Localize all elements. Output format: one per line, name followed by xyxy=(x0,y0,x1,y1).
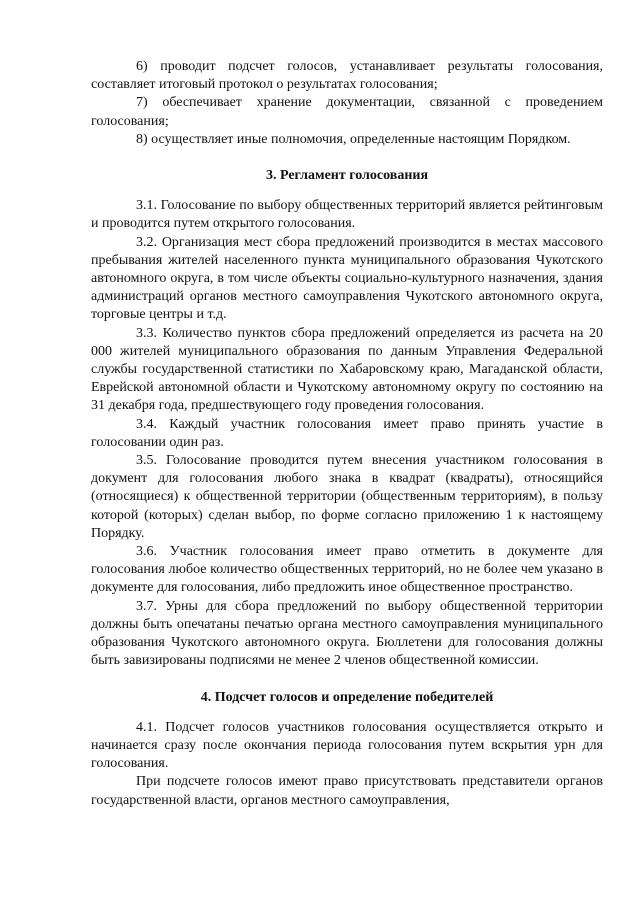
paragraph: 3.4. Каждый участник голосования имеет право принять участие в голосовании один раз. xyxy=(91,416,603,450)
list-item: 6) проводит подсчет голосов, устанавливает результаты голосования, составляет итоговый протокол о результатах голосования; xyxy=(91,59,603,93)
paragraph: 3.3. Количество пунктов сбора предложений определяется из расчета на 20 000 жителей муниципального образования по данным Управления Федеральной службы государственной статистики по Хабаровскому краю, Магаданской области, Еврейской автономной области и Чукотскому автономному округу по состоянию на 31 декабря года, предшествующего году проведения голосования. xyxy=(91,325,603,414)
paragraph: При подсчете голосов имеют право присутствовать представители органов государственной власти, органов местного самоуправления, xyxy=(91,774,603,808)
paragraph: 3.7. Урны для сбора предложений по выбору общественной территории должны быть опечатаны печатью органа местного самоуправления муниципального образования Чукотского автономного округа. Бюллетени для голосования должны быть завизированы подписями не менее 2 членов общественной комиссии. xyxy=(91,598,603,669)
paragraph: 3.1. Голосование по выбору общественных территорий является рейтинговым и проводится путем открытого голосования. xyxy=(91,198,603,232)
paragraph: 4.1. Подсчет голосов участников голосования осуществляется открыто и начинается сразу после окончания периода голосования путем вскрытия урн для голосования. xyxy=(91,719,603,772)
paragraph: 3.2. Организация мест сбора предложений производится в местах массового пребывания жителей населенного пункта муниципального образования Чукотского автономного округа, в том числе объекты социально-культурного назначения, здания администраций органов местного самоуправления Чукотского автономного округа, торговые центры и т.д. xyxy=(91,234,603,323)
list-item: 7) обеспечивает хранение документации, связанной с проведением голосования; xyxy=(91,95,603,129)
section-heading: 4. Подсчет голосов и определение победителей xyxy=(200,689,494,705)
paragraph: 3.5. Голосование проводится путем внесения участником голосования в документ для голосования любого знака в квадрат (квадраты), относящийся (относящиеся) к общественной территории (общественным территориям), в пользу которой (которых) сделан выбор, по форме согласно приложению 1 к настоящему Порядку. xyxy=(91,453,603,541)
document-page xyxy=(91,58,603,810)
paragraph: 3.6. Участник голосования имеет право отметить в документе для голосования любое количество общественных территорий, но не более чем указано в документе для голосования, либо предложить иное общественное пространство. xyxy=(91,544,603,596)
section-heading: 3. Регламент голосования xyxy=(265,168,429,184)
list-item: 8) осуществляет иные полномочия, определенные настоящим Порядком. xyxy=(136,131,571,147)
